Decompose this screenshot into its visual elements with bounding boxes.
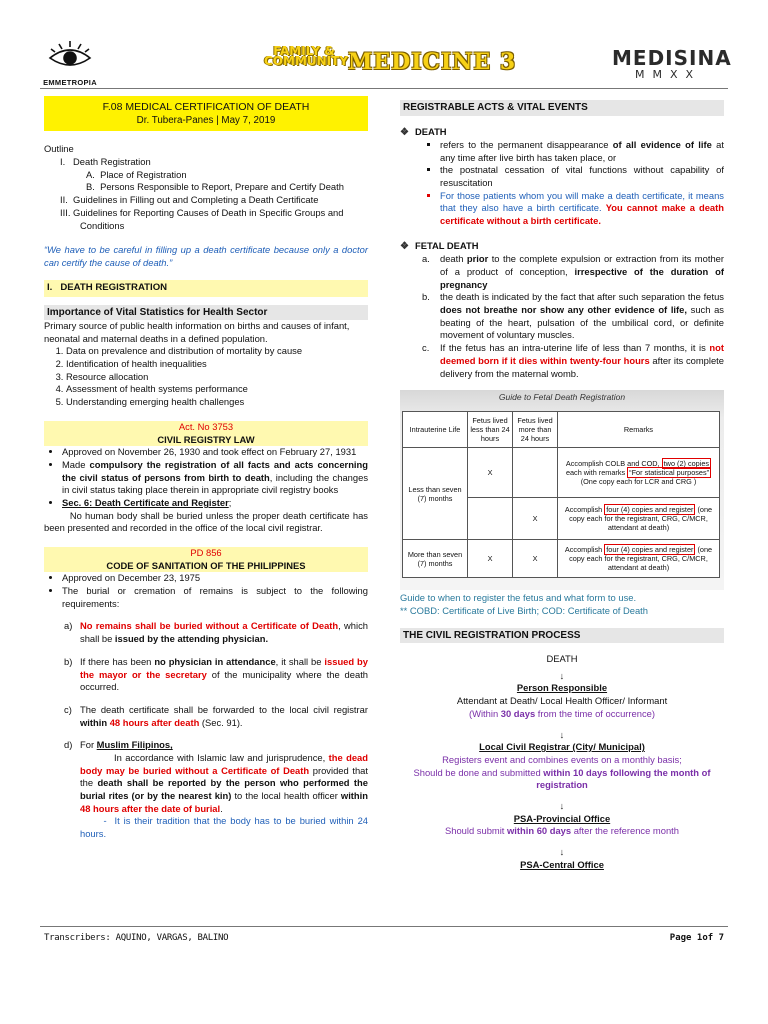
left-column	[44, 96, 368, 841]
down-arrow-icon: ↓	[559, 799, 565, 811]
flow-step-title: Person Responsible	[516, 682, 608, 694]
page-total: 7	[718, 933, 724, 943]
figure-footnote: ** COBD: Certificate of Live Birth; COD: Certificate of Death	[400, 604, 649, 616]
logo-caption: EMMETROPIA	[43, 77, 97, 87]
flow-step-title: DEATH	[546, 653, 578, 665]
requirement-letter: a)	[64, 620, 73, 632]
requirement-item	[64, 704, 368, 729]
outline-label: Outline	[44, 143, 74, 155]
diamond-bullet-icon: ❖	[400, 240, 409, 252]
law-name: CIVIL REGISTRY LAW	[157, 433, 255, 445]
figure-caption: Guide to when to register the fetus and what form to use.	[400, 592, 637, 604]
figure-title: Guide to Fetal Death Registration	[498, 392, 626, 403]
requirement-text: The death certificate shall be forwarded to the local civil registrar within 48 hours after death (Sec. 91).	[80, 703, 368, 728]
section-heading: THE CIVIL REGISTRATION PROCESS	[400, 628, 724, 644]
page-header	[0, 0, 768, 88]
page-current: 1	[696, 933, 703, 943]
section-heading: I. DEATH REGISTRATION	[44, 280, 368, 297]
medisina-year: MMXX	[634, 68, 702, 81]
requirement-letter: d)	[64, 739, 73, 751]
table-cell: More than seven (7) months	[403, 540, 468, 578]
list-item	[422, 253, 724, 291]
death-bullets	[400, 139, 724, 228]
pd-name: CODE OF SANITATION OF THE PHILIPPINES	[106, 559, 306, 571]
list-item: • The burial or cremation of remains is subject to the following requirements:	[62, 585, 368, 610]
list-item: 5. Understanding emerging health challenges	[66, 396, 368, 409]
down-arrow-icon: ↓	[559, 846, 565, 857]
table-header: Remarks	[558, 412, 720, 448]
list-item: 1. Data on prevalence and distribution of mortality by cause	[66, 345, 368, 358]
list-item: 2. Identification of health inequalities	[66, 358, 368, 371]
down-arrow-icon: ↓	[559, 669, 565, 681]
table-cell: Accomplish four (4) copies and register (one copy each for the registrant, CRG, C/MCR, attendant at death)	[558, 498, 720, 540]
lecture-quote: “We have to be careful in filling up a death certificate because only a doctor can certify the cause of death.”	[44, 244, 368, 268]
course-title	[240, 46, 540, 86]
medisina-wordmark: MEDISINA	[612, 46, 732, 70]
outline-item: A. Place of Registration	[86, 168, 187, 180]
flow-step-detail: (Within 30 days from the time of occurrence)	[468, 707, 656, 719]
table-row	[403, 540, 720, 578]
course-name: MEDICINE 3	[348, 49, 517, 75]
table-header: Fetus lived more than 24 hours	[513, 412, 558, 448]
table-cell: X	[513, 498, 558, 540]
table-header-row	[403, 412, 720, 448]
table-cell: X	[468, 540, 513, 578]
requirement-letter: b)	[64, 655, 73, 667]
list-item: • Approved on November 26, 1930 and took effect on February 27, 1931	[62, 446, 368, 459]
page-of: of	[702, 933, 719, 943]
outline-item: Conditions	[80, 219, 125, 231]
sec6-text: No human body shall be buried unless the proper death certificate has been presented and recorded in the office of the local civil registrar.	[44, 509, 368, 534]
author-date: Dr. Tubera-Panes | May 7, 2019	[136, 115, 276, 127]
table-row	[403, 448, 720, 498]
flow-step-title: Local Civil Registrar (City/ Municipal)	[479, 741, 645, 753]
table-cell: Less than seven (7) months	[403, 448, 468, 540]
title-box	[44, 96, 368, 131]
table-header: Fetus lived less than 24 hours	[468, 412, 513, 448]
outline-item: II. Guidelines in Filling out and Completing a Death Certificate	[60, 194, 319, 206]
list-item	[422, 342, 724, 380]
subsection-heading: Importance of Vital Statistics for Health Sector	[44, 305, 368, 321]
list-item: ▪ refers to the permanent disappearance of all evidence of life at any time after live birth has taken place, or	[440, 139, 724, 164]
list-item: • Sec. 6: Death Certificate and Register;	[62, 497, 368, 510]
flow-step-detail: Should be done and submitted within 10 days following the month of registration	[413, 766, 711, 791]
right-column	[400, 96, 724, 871]
requirement-item	[64, 656, 368, 694]
page-title: F.08 MEDICAL CERTIFICATION OF DEATH	[102, 101, 310, 113]
table-header: Intrauterine Life	[403, 412, 468, 448]
law-bullets	[44, 446, 368, 509]
section-heading: REGISTRABLE ACTS & VITAL EVENTS	[400, 100, 724, 116]
pd-title-box	[44, 547, 368, 572]
item-letter: a.	[422, 253, 430, 265]
list-item: ▪ the postnatal cessation of vital functions without capability of resuscitation	[440, 164, 724, 189]
requirements-list	[44, 620, 368, 840]
item-text: If the fetus has an intra-uterine life of less than 7 months, it is not deemed born if it dies within twenty-four hours after its complete delivery from the maternal womb.	[440, 342, 725, 379]
requirement-text: No remains shall be buried without a Certificate of Death, which shall be issued by the attending physician.	[80, 620, 368, 645]
pd-bullets	[44, 572, 368, 610]
list-item	[422, 291, 724, 342]
item-letter: c.	[422, 342, 430, 354]
footer-divider	[40, 926, 728, 927]
eye-icon	[47, 40, 93, 74]
list-item: 4. Assessment of health systems performance	[66, 383, 368, 396]
item-text: the death is indicated by the fact that after such separation the fetus does not breathe nor show any other evidence of life, such as beating of the heart, pulsation of the umbilical cord, or definite movement of voluntary muscles.	[440, 291, 724, 341]
course-subtitle: FAMILY & COMMUNITY	[264, 44, 349, 68]
fetal-death-table	[402, 411, 720, 578]
medisina-logo	[612, 46, 732, 83]
flow-step-title: PSA-Central Office	[520, 858, 604, 870]
importance-text: Primary source of public health information on births and causes of infant, neonatal and maternal deaths in a defined population.	[44, 320, 350, 344]
outline-item: B. Persons Responsible to Report, Prepare and Certify Death	[86, 181, 344, 193]
requirement-text: If there has been no physician in attendance, it shall be issued by the mayor or the secretary of the municipality where the death occurred.	[80, 655, 369, 693]
page-number	[670, 932, 724, 944]
pd-number: PD 856	[190, 547, 222, 559]
header-divider	[40, 88, 728, 89]
diamond-bullet-icon: ❖	[400, 126, 409, 138]
table-cell: X	[468, 448, 513, 498]
table-cell: X	[513, 540, 558, 578]
flow-step-detail: Registers event and combines events on a monthly basis;	[442, 753, 682, 765]
list-item: • Made compulsory the registration of all facts and acts concerning the civil status of persons from birth to death, including the changes in civil status taking place therein in appropriate civil registry books	[62, 459, 368, 497]
list-item: ▪ For those patients whom you will make a death certificate, it means that they also have a birth certificate. You cannot make a death certificate without a birth certificate.	[440, 190, 724, 228]
transcribers: Transcribers: AQUINO, VARGAS, BALINO	[44, 933, 229, 943]
death-heading	[400, 126, 724, 140]
requirement-letter: c)	[64, 703, 72, 715]
list-item: 3. Resource allocation	[66, 371, 368, 384]
item-letter: b.	[422, 291, 430, 303]
importance-list	[44, 345, 368, 408]
requirement-text: For Muslim Filipinos, In accordance with Islamic law and jurisprudence, the dead body may be buried without a Certificate of Death provided that the death shall be reported by the person who performed the burial rites (or by the nearest kin) to the local health officer within 48 hours after the date of burial. - It is their tradition that the body has to be buried within 24 hours.	[80, 739, 368, 840]
outline-item: I. Death Registration	[60, 156, 151, 168]
death-heading-text: DEATH	[414, 125, 447, 137]
down-arrow-icon: ↓	[559, 728, 565, 740]
item-text: death prior to the complete expulsion or extraction from its mother of a product of conception, irrespective of the duration of pregnancy	[440, 253, 724, 290]
requirement-item	[64, 739, 368, 841]
requirement-item	[64, 620, 368, 645]
law-number: Act. No 3753	[178, 420, 234, 432]
flow-step-detail: Should submit within 60 days after the reference month	[445, 825, 679, 837]
fetal-death-heading	[400, 240, 724, 254]
outline-list	[44, 156, 368, 232]
list-item: • Approved on December 23, 1975	[62, 572, 368, 585]
table-cell	[468, 498, 513, 540]
outline-item: III. Guidelines for Reporting Causes of Death in Specific Groups and	[60, 206, 344, 218]
registration-flowchart	[400, 653, 724, 871]
flow-step-title: PSA-Provincial Office	[513, 812, 611, 824]
fetal-death-heading-text: FETAL DEATH	[414, 239, 479, 251]
flow-step-detail: Attendant at Death/ Local Health Officer/ Informant	[456, 695, 668, 707]
fetal-death-list	[400, 253, 724, 380]
table-cell: Accomplish four (4) copies and register (one copy each for the registrant, CRG, C/MCR, attendant at death)	[558, 540, 720, 578]
law-title-box	[44, 421, 368, 446]
page-prefix: Page	[669, 933, 697, 943]
emmetropia-logo	[40, 40, 100, 88]
table-cell	[513, 448, 558, 498]
table-cell: Accomplish COLB and COD, two (2) copies each with remarks “For statistical purposes” (One copy each for LCR and CRG )	[558, 448, 720, 498]
fetal-death-registration-figure	[400, 390, 724, 590]
